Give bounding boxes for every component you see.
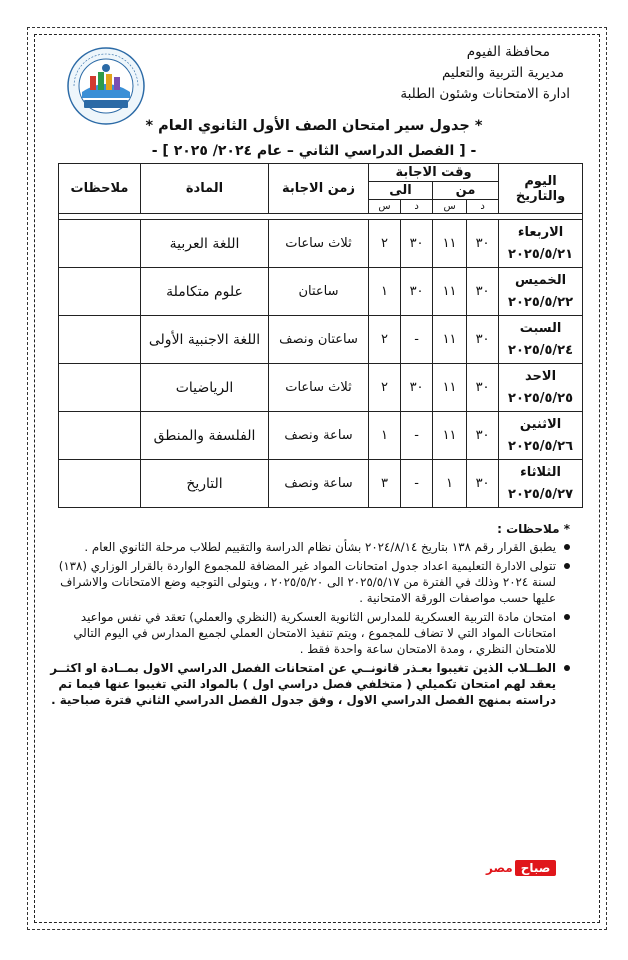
subject-cell: التاريخ: [141, 460, 269, 508]
header-to: الى: [369, 182, 433, 200]
day-name: السبت: [519, 320, 562, 336]
duration-cell: ساعة ونصف: [269, 460, 369, 508]
header-day-date: اليوم والتاريخ: [499, 164, 583, 214]
watermark-logo: [486, 860, 556, 876]
from-minute-cell: ٣٠: [467, 316, 499, 364]
from-hour-cell: ١١: [433, 220, 467, 268]
notes-title: * ملاحظات :: [497, 522, 570, 536]
header-notes: ملاحظات: [59, 164, 141, 214]
day-date-cell: [499, 268, 583, 316]
duration-cell: ساعتان: [269, 268, 369, 316]
note-item: امتحان مادة التربية العسكرية للمدارس الثانوية العسكرية (النظري والعملي) تعقد في نفس مواعيد امتحانات المواد التي لا تضاف للمجموع ، ويتم تنفيذ الامتحان العملي لجميع المدارس في اليوم التالي للامتحان النظري ، ومدة الامتحان ساعة واحدة فقط .: [50, 609, 556, 657]
notes-cell: [59, 412, 141, 460]
day-date-cell: [499, 220, 583, 268]
header-duration: زمن الاجابة: [269, 164, 369, 214]
to-hour-cell: ٣: [369, 460, 401, 508]
exam-date: ٢٠٢٥/٥/٢٤: [508, 342, 574, 358]
from-minute-cell: ٣٠: [467, 220, 499, 268]
from-minute-cell: ٣٠: [467, 364, 499, 412]
exam-date: ٢٠٢٥/٥/٢٥: [508, 390, 574, 406]
header-block: [400, 42, 570, 105]
from-hour-cell: ١١: [433, 268, 467, 316]
header-from: من: [433, 182, 499, 200]
governorate-label: محافظة الفيوم: [466, 44, 550, 60]
exam-date: ٢٠٢٥/٥/٢٧: [508, 486, 574, 502]
subject-cell: علوم متكاملة: [141, 268, 269, 316]
to-minute-cell: ٣٠: [401, 364, 433, 412]
table-row: [59, 412, 583, 460]
duration-cell: ساعة ونصف: [269, 412, 369, 460]
day-name: الاحد: [525, 368, 557, 384]
note-item: تتولى الادارة التعليمية اعداد جدول امتحانات المواد غير المضافة للمجموع الواردة بالقرار الوزاري (١٣٨) لسنة ٢٠٢٤ وذلك في الفترة من ٢٠٢٥/٥/١٧ الى ٢٠٢٥/٥/٢٠ ، ويتولى التوجيه وضع الامتحانات والاشراف عليها حسب مواصفات الورقة الامتحانية .: [50, 558, 556, 606]
day-date-cell: [499, 364, 583, 412]
notes-list: [50, 539, 570, 708]
to-minute-cell: -: [401, 460, 433, 508]
header-from-hour: س: [433, 200, 467, 214]
table-row: [59, 460, 583, 508]
to-hour-cell: ١: [369, 268, 401, 316]
day-date-cell: [499, 460, 583, 508]
notes-cell: [59, 268, 141, 316]
exam-date: ٢٠٢٥/٥/٢٢: [508, 294, 574, 310]
note-item: الطــلاب الذين تغيبوا بعـذر قانونــي عن امتحانات الفصل الدراسي الاول بمــادة او اكثــر يعقد لهم امتحان تكميلي ( متخلفي فصل دراسي اول ) بالمواد التي تغيبوا عنها فيما تم دراسته بمنهج الفصل الدراسي الاول ، وفق جدول الفصل الدراسي الثاني فترة صباحية .: [50, 661, 556, 707]
day-name: الثلاثاء: [520, 464, 562, 480]
day-name: الاربعاء: [517, 224, 564, 240]
exam-date: ٢٠٢٥/٥/٢٦: [508, 438, 574, 454]
note-item: يطبق القرار رقم ١٣٨ بتاريخ ٢٠٢٤/٨/١٤ بشأن نظام الدراسة والتقييم لطلاب مرحلة الثانوي العام .: [50, 539, 556, 555]
notes-cell: [59, 364, 141, 412]
notes-section: [50, 521, 570, 711]
to-hour-cell: ٢: [369, 220, 401, 268]
subject-cell: اللغة الاجنبية الأولى: [141, 316, 269, 364]
from-hour-cell: ١١: [433, 316, 467, 364]
from-hour-cell: ١١: [433, 364, 467, 412]
document-title: * جدول سير امتحان الصف الأول الثانوي العام *: [145, 118, 483, 134]
header-to-minute: د: [401, 200, 433, 214]
to-minute-cell: ٣٠: [401, 268, 433, 316]
from-minute-cell: ٣٠: [467, 268, 499, 316]
table-row: [59, 316, 583, 364]
subject-cell: الرياضيات: [141, 364, 269, 412]
schedule-body: [59, 214, 583, 508]
watermark-box: صباح: [515, 860, 557, 876]
subject-cell: اللغة العربية: [141, 220, 269, 268]
header-to-hour: س: [369, 200, 401, 214]
day-date-cell: [499, 412, 583, 460]
exam-schedule-table: [58, 163, 583, 508]
to-minute-cell: ٣٠: [401, 220, 433, 268]
table-row: [59, 268, 583, 316]
to-hour-cell: ٢: [369, 364, 401, 412]
document-subtitle: - [ الفصل الدراسي الثاني – عام ٢٠٢٤/ ٢٠٢٥ ] -: [151, 143, 477, 159]
table-row: [59, 220, 583, 268]
day-date-cell: [499, 316, 583, 364]
to-hour-cell: ١: [369, 412, 401, 460]
to-hour-cell: ٢: [369, 316, 401, 364]
department-label: ادارة الامتحانات وشئون الطلبة: [400, 86, 570, 102]
notes-cell: [59, 316, 141, 364]
from-hour-cell: ١١: [433, 412, 467, 460]
to-minute-cell: -: [401, 316, 433, 364]
day-name: الخميس: [514, 272, 567, 288]
header-subject: المادة: [141, 164, 269, 214]
duration-cell: ثلاث ساعات: [269, 364, 369, 412]
to-minute-cell: -: [401, 412, 433, 460]
header-from-minute: د: [467, 200, 499, 214]
duration-cell: ساعتان ونصف: [269, 316, 369, 364]
duration-cell: ثلاث ساعات: [269, 220, 369, 268]
subject-cell: الفلسفة والمنطق: [141, 412, 269, 460]
day-name: الاثنين: [519, 416, 562, 432]
exam-date: ٢٠٢٥/٥/٢١: [508, 246, 574, 262]
directorate-label: مديرية التربية والتعليم: [441, 65, 564, 81]
notes-cell: [59, 460, 141, 508]
header-answer-time: وقت الاجابة: [369, 164, 499, 182]
from-hour-cell: ١: [433, 460, 467, 508]
education-directorate-seal-icon: [66, 46, 146, 126]
watermark-text: مصر: [486, 861, 513, 875]
notes-cell: [59, 220, 141, 268]
table-row: [59, 364, 583, 412]
from-minute-cell: ٣٠: [467, 460, 499, 508]
from-minute-cell: ٣٠: [467, 412, 499, 460]
